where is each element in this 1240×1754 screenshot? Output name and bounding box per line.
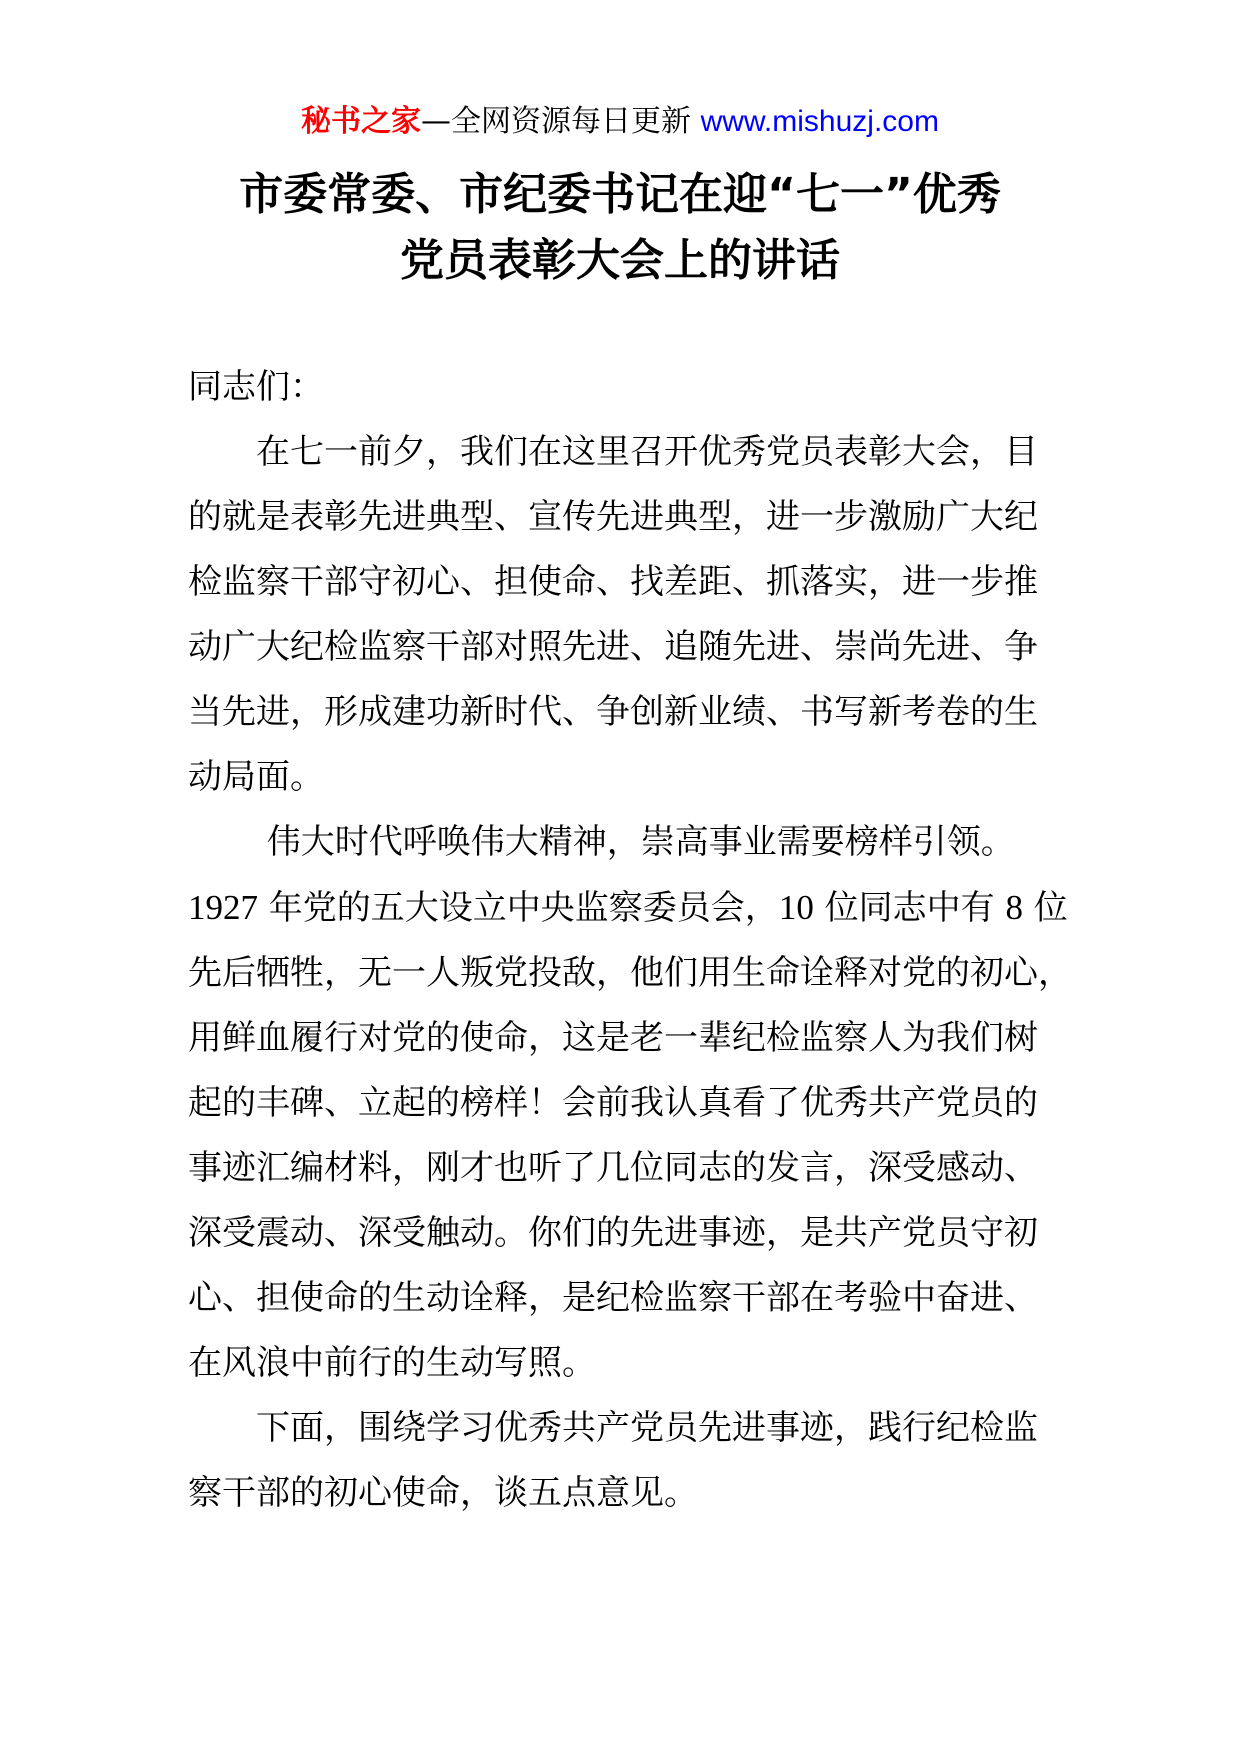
site-header bbox=[0, 102, 1240, 142]
paragraph-1-line: 动广大纪检监察干部对照先进、追随先进、崇尚先进、争 bbox=[188, 627, 1038, 667]
paragraph-2-line: 深受震动、深受触动。你们的先进事迹，是共产党员守初 bbox=[188, 1213, 1038, 1253]
paragraph-2-line bbox=[188, 875, 1068, 941]
title-line-1: 市委常委、市纪委书记在迎“七一”优秀 bbox=[239, 169, 1001, 220]
site-tagline: —全网资源每日更新 bbox=[421, 104, 701, 139]
paragraph-1-line: 在七一前夕，我们在这里召开优秀党员表彰大会，目 bbox=[188, 432, 1038, 472]
text-segment: 位同志中有 bbox=[813, 888, 1006, 928]
paragraph-1-line: 当先进，形成建功新时代、争创新业绩、书写新考卷的生 bbox=[188, 692, 1038, 732]
paragraph-1-line: 的就是表彰先进典型、宣传先进典型，进一步激励广大纪 bbox=[188, 497, 1038, 537]
salutation: 同志们： bbox=[188, 367, 324, 407]
text-segment: 年党的五大设立中央监察委员会， bbox=[258, 888, 779, 928]
paragraph-2-line: 伟大时代呼唤伟大精神，崇高事业需要榜样引领。 bbox=[188, 822, 1015, 862]
count-number: 10 bbox=[778, 888, 814, 927]
paragraph-3-line: 下面，围绕学习优秀共产党员先进事迹，践行纪检监 bbox=[188, 1408, 1038, 1448]
year-number: 1927 bbox=[188, 888, 258, 927]
paragraph-2-line: 心、担使命的生动诠释，是纪检监察干部在考验中奋进、 bbox=[188, 1278, 1038, 1318]
text-segment: 位 bbox=[1022, 888, 1068, 928]
site-brand: 秘书之家 bbox=[301, 104, 422, 139]
site-url-link[interactable]: www.mishuzj.com bbox=[700, 105, 939, 138]
paragraph-2-line: 先后牺牲，无一人叛党投敌，他们用生命诠释对党的初心， bbox=[188, 953, 1072, 993]
document-title bbox=[140, 162, 1100, 294]
speech-body bbox=[188, 355, 1072, 1526]
paragraph-2-line: 在风浪中前行的生动写照。 bbox=[188, 1343, 596, 1383]
count-number: 8 bbox=[1005, 888, 1023, 927]
title-line-2: 党员表彰大会上的讲话 bbox=[400, 235, 840, 286]
paragraph-2-line: 用鲜血履行对党的使命，这是老一辈纪检监察人为我们树 bbox=[188, 1018, 1038, 1058]
paragraph-2-line: 事迹汇编材料，刚才也听了几位同志的发言，深受感动、 bbox=[188, 1148, 1038, 1188]
paragraph-1-line: 检监察干部守初心、担使命、找差距、抓落实，进一步推 bbox=[188, 562, 1038, 602]
paragraph-3-line: 察干部的初心使命，谈五点意见。 bbox=[188, 1473, 698, 1513]
paragraph-1-line: 动局面。 bbox=[188, 757, 324, 797]
paragraph-2-line: 起的丰碑、立起的榜样！会前我认真看了优秀共产党员的 bbox=[188, 1083, 1038, 1123]
